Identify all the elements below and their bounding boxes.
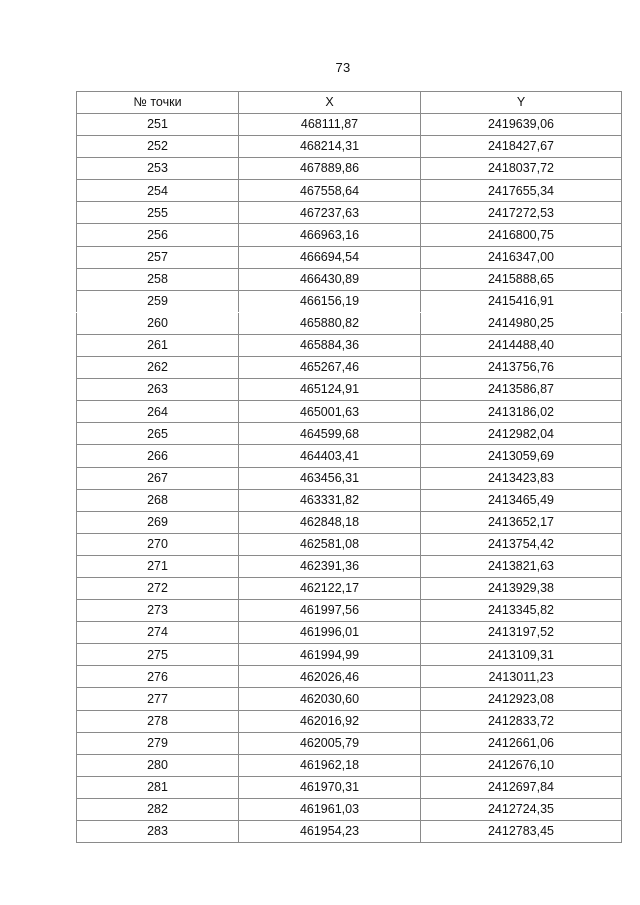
cell-point-number: 269 [77, 511, 239, 533]
coordinates-table-container [76, 91, 621, 843]
table-row [77, 290, 622, 312]
cell-x: 465001,63 [239, 401, 421, 423]
cell-point-number: 254 [77, 180, 239, 202]
cell-point-number: 253 [77, 158, 239, 180]
table-row [77, 467, 622, 489]
cell-y: 2413929,38 [421, 577, 622, 599]
cell-x: 465124,91 [239, 379, 421, 401]
table-row [77, 600, 622, 622]
cell-x: 465880,82 [239, 312, 421, 334]
table-row [77, 666, 622, 688]
cell-x: 462391,36 [239, 555, 421, 577]
table-body [77, 114, 622, 843]
cell-y: 2417272,53 [421, 202, 622, 224]
cell-y: 2413754,42 [421, 533, 622, 555]
cell-x: 466963,16 [239, 224, 421, 246]
cell-x: 465267,46 [239, 357, 421, 379]
cell-point-number: 268 [77, 489, 239, 511]
cell-y: 2414980,25 [421, 312, 622, 334]
table-row [77, 489, 622, 511]
cell-y: 2415888,65 [421, 268, 622, 290]
cell-point-number: 279 [77, 732, 239, 754]
cell-x: 461970,31 [239, 776, 421, 798]
table-row [77, 445, 622, 467]
table-row [77, 555, 622, 577]
cell-x: 466694,54 [239, 246, 421, 268]
cell-x: 463331,82 [239, 489, 421, 511]
table-row [77, 644, 622, 666]
table-row [77, 224, 622, 246]
cell-x: 462005,79 [239, 732, 421, 754]
cell-y: 2412724,35 [421, 798, 622, 820]
table-row [77, 114, 622, 136]
table-header-row [77, 92, 622, 114]
header-y: Y [421, 92, 622, 114]
cell-point-number: 280 [77, 754, 239, 776]
table-row [77, 533, 622, 555]
cell-y: 2415416,91 [421, 290, 622, 312]
cell-x: 461954,23 [239, 821, 421, 843]
cell-x: 466430,89 [239, 268, 421, 290]
cell-y: 2412833,72 [421, 710, 622, 732]
table-row [77, 622, 622, 644]
cell-point-number: 278 [77, 710, 239, 732]
table-row [77, 379, 622, 401]
table-row [77, 776, 622, 798]
cell-point-number: 261 [77, 334, 239, 356]
cell-x: 462026,46 [239, 666, 421, 688]
cell-point-number: 277 [77, 688, 239, 710]
cell-y: 2412982,04 [421, 423, 622, 445]
cell-x: 461994,99 [239, 644, 421, 666]
cell-x: 463456,31 [239, 467, 421, 489]
cell-y: 2413465,49 [421, 489, 622, 511]
cell-point-number: 258 [77, 268, 239, 290]
cell-point-number: 266 [77, 445, 239, 467]
cell-x: 462122,17 [239, 577, 421, 599]
cell-y: 2412697,84 [421, 776, 622, 798]
cell-y: 2417655,34 [421, 180, 622, 202]
cell-x: 461996,01 [239, 622, 421, 644]
cell-point-number: 283 [77, 821, 239, 843]
coordinates-table [76, 91, 622, 843]
table-row [77, 754, 622, 776]
cell-y: 2413186,02 [421, 401, 622, 423]
cell-point-number: 274 [77, 622, 239, 644]
table-row [77, 423, 622, 445]
table-row [77, 202, 622, 224]
cell-x: 467558,64 [239, 180, 421, 202]
table-row [77, 798, 622, 820]
table-row [77, 246, 622, 268]
cell-x: 465884,36 [239, 334, 421, 356]
table-row [77, 357, 622, 379]
cell-x: 464599,68 [239, 423, 421, 445]
cell-point-number: 272 [77, 577, 239, 599]
header-x: X [239, 92, 421, 114]
cell-point-number: 259 [77, 290, 239, 312]
cell-y: 2419639,06 [421, 114, 622, 136]
cell-point-number: 270 [77, 533, 239, 555]
cell-y: 2412661,06 [421, 732, 622, 754]
cell-point-number: 264 [77, 401, 239, 423]
cell-y: 2418037,72 [421, 158, 622, 180]
table-row [77, 158, 622, 180]
cell-y: 2416347,00 [421, 246, 622, 268]
cell-y: 2416800,75 [421, 224, 622, 246]
cell-y: 2413586,87 [421, 379, 622, 401]
table-row [77, 312, 622, 334]
cell-x: 468111,87 [239, 114, 421, 136]
cell-y: 2413059,69 [421, 445, 622, 467]
cell-x: 467889,86 [239, 158, 421, 180]
cell-x: 461961,03 [239, 798, 421, 820]
cell-y: 2413423,83 [421, 467, 622, 489]
header-point-number: № точки [77, 92, 239, 114]
cell-y: 2412923,08 [421, 688, 622, 710]
table-row [77, 577, 622, 599]
table-row [77, 688, 622, 710]
cell-y: 2413011,23 [421, 666, 622, 688]
cell-x: 461962,18 [239, 754, 421, 776]
cell-y: 2413345,82 [421, 600, 622, 622]
cell-point-number: 282 [77, 798, 239, 820]
cell-x: 466156,19 [239, 290, 421, 312]
cell-point-number: 265 [77, 423, 239, 445]
cell-x: 468214,31 [239, 136, 421, 158]
cell-x: 461997,56 [239, 600, 421, 622]
cell-y: 2413821,63 [421, 555, 622, 577]
table-row [77, 710, 622, 732]
cell-point-number: 263 [77, 379, 239, 401]
cell-point-number: 267 [77, 467, 239, 489]
cell-y: 2413197,52 [421, 622, 622, 644]
table-row [77, 511, 622, 533]
cell-y: 2413756,76 [421, 357, 622, 379]
cell-point-number: 281 [77, 776, 239, 798]
cell-x: 462016,92 [239, 710, 421, 732]
table-row [77, 821, 622, 843]
cell-point-number: 271 [77, 555, 239, 577]
cell-x: 462848,18 [239, 511, 421, 533]
cell-point-number: 262 [77, 357, 239, 379]
cell-x: 462581,08 [239, 533, 421, 555]
cell-x: 464403,41 [239, 445, 421, 467]
table-row [77, 732, 622, 754]
cell-point-number: 276 [77, 666, 239, 688]
cell-y: 2414488,40 [421, 334, 622, 356]
cell-y: 2412676,10 [421, 754, 622, 776]
cell-x: 462030,60 [239, 688, 421, 710]
cell-y: 2413109,31 [421, 644, 622, 666]
table-row [77, 268, 622, 290]
cell-point-number: 256 [77, 224, 239, 246]
table-row [77, 401, 622, 423]
cell-point-number: 251 [77, 114, 239, 136]
cell-point-number: 257 [77, 246, 239, 268]
table-row [77, 180, 622, 202]
table-row [77, 136, 622, 158]
cell-point-number: 252 [77, 136, 239, 158]
cell-point-number: 260 [77, 312, 239, 334]
page-number: 73 [335, 60, 351, 75]
cell-point-number: 255 [77, 202, 239, 224]
table-row [77, 334, 622, 356]
cell-point-number: 273 [77, 600, 239, 622]
cell-y: 2412783,45 [421, 821, 622, 843]
cell-x: 467237,63 [239, 202, 421, 224]
cell-point-number: 275 [77, 644, 239, 666]
cell-y: 2413652,17 [421, 511, 622, 533]
cell-y: 2418427,67 [421, 136, 622, 158]
